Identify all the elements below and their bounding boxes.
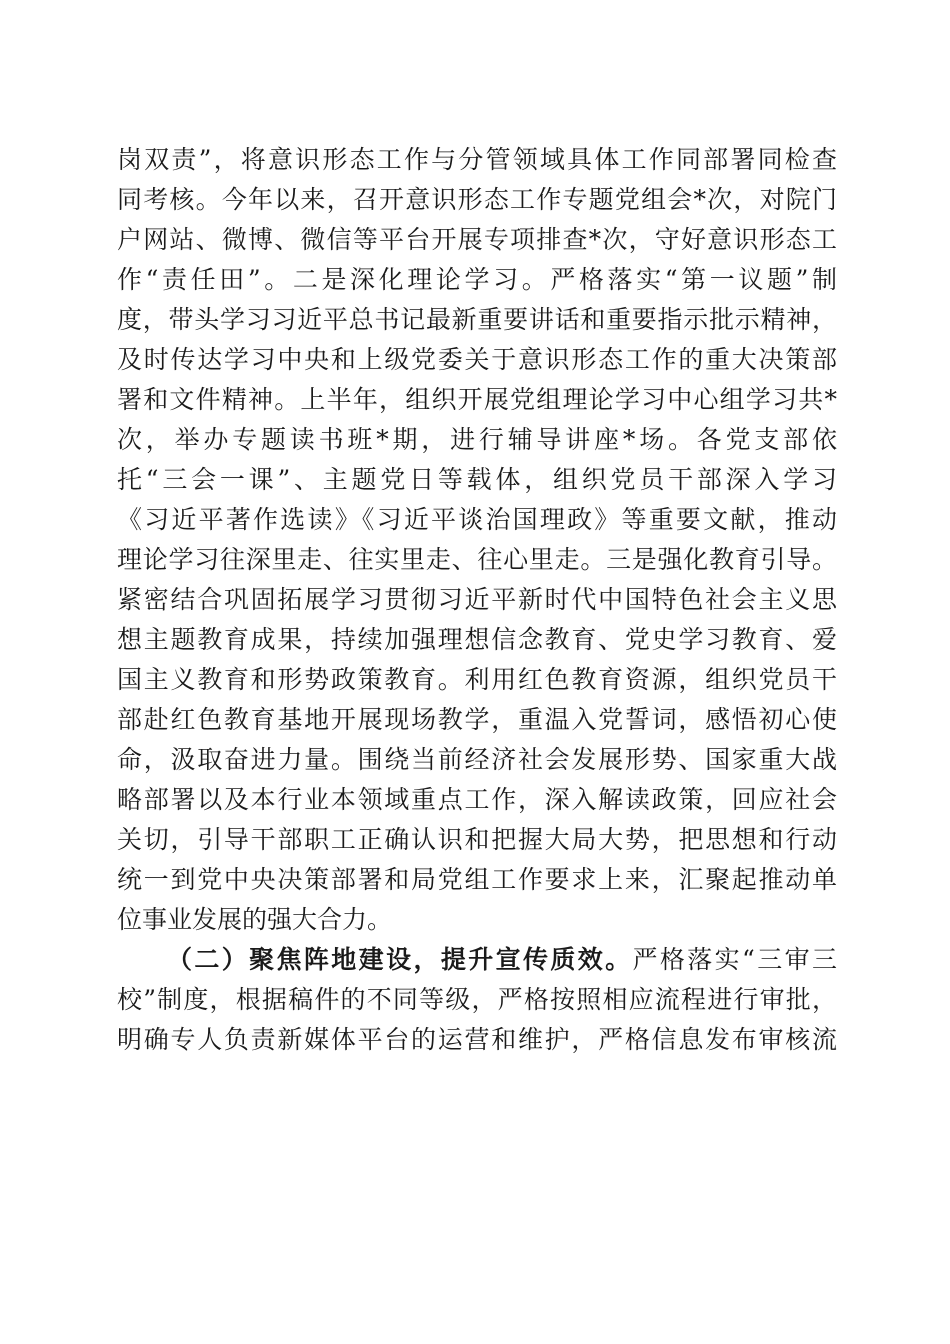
body-text-line: 明确专人负责新媒体平台的运营和维护，严格信息发布审核流 [117, 1025, 837, 1054]
body-text-line: 略部署以及本行业本领域重点工作，深入解读政策，回应社会 [117, 785, 837, 814]
body-text-line: 想主题教育成果，持续加强理想信念教育、党史学习教育、爱 [117, 625, 837, 654]
body-text-line: 命，汲取奋进力量。围绕当前经济社会发展形势、国家重大战 [117, 745, 837, 774]
section-heading: （二）聚焦阵地建设，提升宣传质效。 [167, 945, 633, 974]
body-text-line: 托“三会一课”、主题党日等载体，组织党员干部深入学习 [117, 465, 837, 494]
body-text-line: 户网站、微博、微信等平台开展专项排查*次，守好意识形态工 [117, 225, 837, 254]
body-text-line: 理论学习往深里走、往实里走、往心里走。三是强化教育引导。 [117, 545, 837, 574]
body-text-line: 《习近平著作选读》《习近平谈治国理政》等重要文献，推动 [117, 505, 837, 534]
body-text-line: 署和文件精神。上半年，组织开展党组理论学习中心组学习共* [117, 385, 837, 414]
body-text-line: 关切，引导干部职工正确认识和把握大局大势，把思想和行动 [117, 825, 837, 854]
body-text-line: 次，举办专题读书班*期，进行辅导讲座*场。各党支部依 [117, 425, 837, 454]
body-text-line: 岗双责”，将意识形态工作与分管领域具体工作同部署同检查 [117, 145, 837, 174]
body-text-line: 校”制度，根据稿件的不同等级，严格按照相应流程进行审批， [117, 985, 837, 1014]
body-text-line: 位事业发展的强大合力。 [117, 905, 393, 934]
body-text-line: 作“责任田”。二是深化理论学习。严格落实“第一议题”制 [117, 265, 837, 294]
body-text-line: 及时传达学习中央和上级党委关于意识形态工作的重大决策部 [117, 345, 837, 374]
body-text-line: 紧密结合巩固拓展学习贯彻习近平新时代中国特色社会主义思 [117, 585, 837, 614]
body-text-line: 统一到党中央决策部署和局党组工作要求上来，汇聚起推动单 [117, 865, 837, 894]
body-text-line: 部赴红色教育基地开展现场教学，重温入党誓词，感悟初心使 [117, 705, 837, 734]
section-heading-line [167, 940, 837, 980]
body-text-line: 国主义教育和形势政策教育。利用红色教育资源，组织党员干 [117, 665, 837, 694]
body-text-line: 同考核。今年以来，召开意识形态工作专题党组会*次，对院门 [117, 185, 837, 214]
body-text-line: 度，带头学习习近平总书记最新重要讲话和重要指示批示精神， [117, 305, 837, 334]
section-heading-rest: 严格落实“三审三 [632, 945, 837, 974]
